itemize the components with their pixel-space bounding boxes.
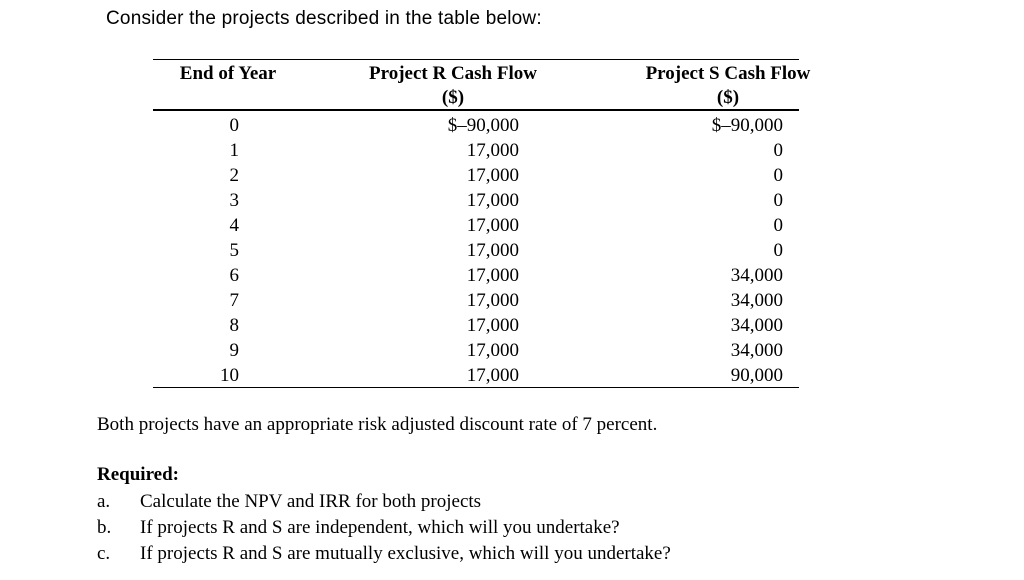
cell-year: 0 — [229, 115, 239, 136]
required-item-letter: c. — [97, 543, 111, 564]
cell-project-s: 0 — [773, 165, 783, 186]
cell-year: 3 — [229, 190, 239, 211]
required-item-letter: a. — [97, 491, 111, 512]
cell-year: 4 — [229, 215, 239, 236]
cell-project-s: 0 — [773, 190, 783, 211]
header-project-s — [608, 62, 848, 110]
cell-project-r: 17,000 — [466, 340, 519, 361]
cell-year: 10 — [220, 365, 239, 386]
table-bottom-rule — [153, 387, 799, 388]
cell-project-s: 0 — [773, 215, 783, 236]
cell-year: 5 — [229, 240, 239, 261]
table-row — [153, 288, 799, 313]
cell-project-r: 17,000 — [466, 265, 519, 286]
table-row — [153, 113, 799, 138]
cell-project-s: 34,000 — [730, 315, 783, 336]
cell-project-s: 34,000 — [730, 340, 783, 361]
header-project-s-label: Project S Cash Flow — [645, 63, 811, 84]
cell-project-r: $–90,000 — [447, 115, 519, 136]
required-item-text: If projects R and S are mutually exclusive, which will you undertake? — [140, 543, 671, 564]
header-project-s-unit: ($) — [716, 87, 740, 108]
cell-project-r: 17,000 — [466, 190, 519, 211]
table-row — [153, 238, 799, 263]
cell-project-r: 17,000 — [466, 140, 519, 161]
cell-project-s: 0 — [773, 140, 783, 161]
cell-year: 7 — [229, 290, 239, 311]
cell-project-r: 17,000 — [466, 215, 519, 236]
required-item-text: If projects R and S are independent, which will you undertake? — [140, 517, 620, 538]
cell-year: 9 — [229, 340, 239, 361]
table-row — [153, 188, 799, 213]
cell-project-s: 34,000 — [730, 290, 783, 311]
table-row — [153, 338, 799, 363]
header-project-r-unit: ($) — [441, 87, 465, 108]
header-project-r — [338, 62, 568, 110]
table-body — [153, 113, 799, 388]
table-top-rule — [153, 59, 799, 60]
intro-text: Consider the projects described in the table below: — [106, 8, 542, 29]
table-row — [153, 163, 799, 188]
cell-year: 6 — [229, 265, 239, 286]
required-heading: Required: — [97, 464, 179, 485]
table-row — [153, 313, 799, 338]
required-item-text: Calculate the NPV and IRR for both projects — [140, 491, 482, 512]
required-item-letter: b. — [97, 517, 112, 538]
cell-project-s: 34,000 — [730, 265, 783, 286]
cell-project-r: 17,000 — [466, 365, 519, 386]
cell-project-r: 17,000 — [466, 165, 519, 186]
table-row — [153, 213, 799, 238]
cell-year: 1 — [229, 140, 239, 161]
discount-rate-note: Both projects have an appropriate risk adjusted discount rate of 7 percent. — [97, 414, 658, 435]
table-header-rule — [153, 109, 799, 111]
cell-project-r: 17,000 — [466, 315, 519, 336]
header-project-r-label: Project R Cash Flow — [369, 63, 537, 84]
cell-project-r: 17,000 — [466, 240, 519, 261]
table-row — [153, 363, 799, 388]
cell-project-r: 17,000 — [466, 290, 519, 311]
header-end-of-year: End of Year — [179, 63, 277, 84]
cell-project-s: 90,000 — [730, 365, 783, 386]
cell-project-s: $–90,000 — [711, 115, 783, 136]
cell-project-s: 0 — [773, 240, 783, 261]
table-row — [153, 138, 799, 163]
table-row — [153, 263, 799, 288]
cell-year: 8 — [229, 315, 239, 336]
cell-year: 2 — [229, 165, 239, 186]
